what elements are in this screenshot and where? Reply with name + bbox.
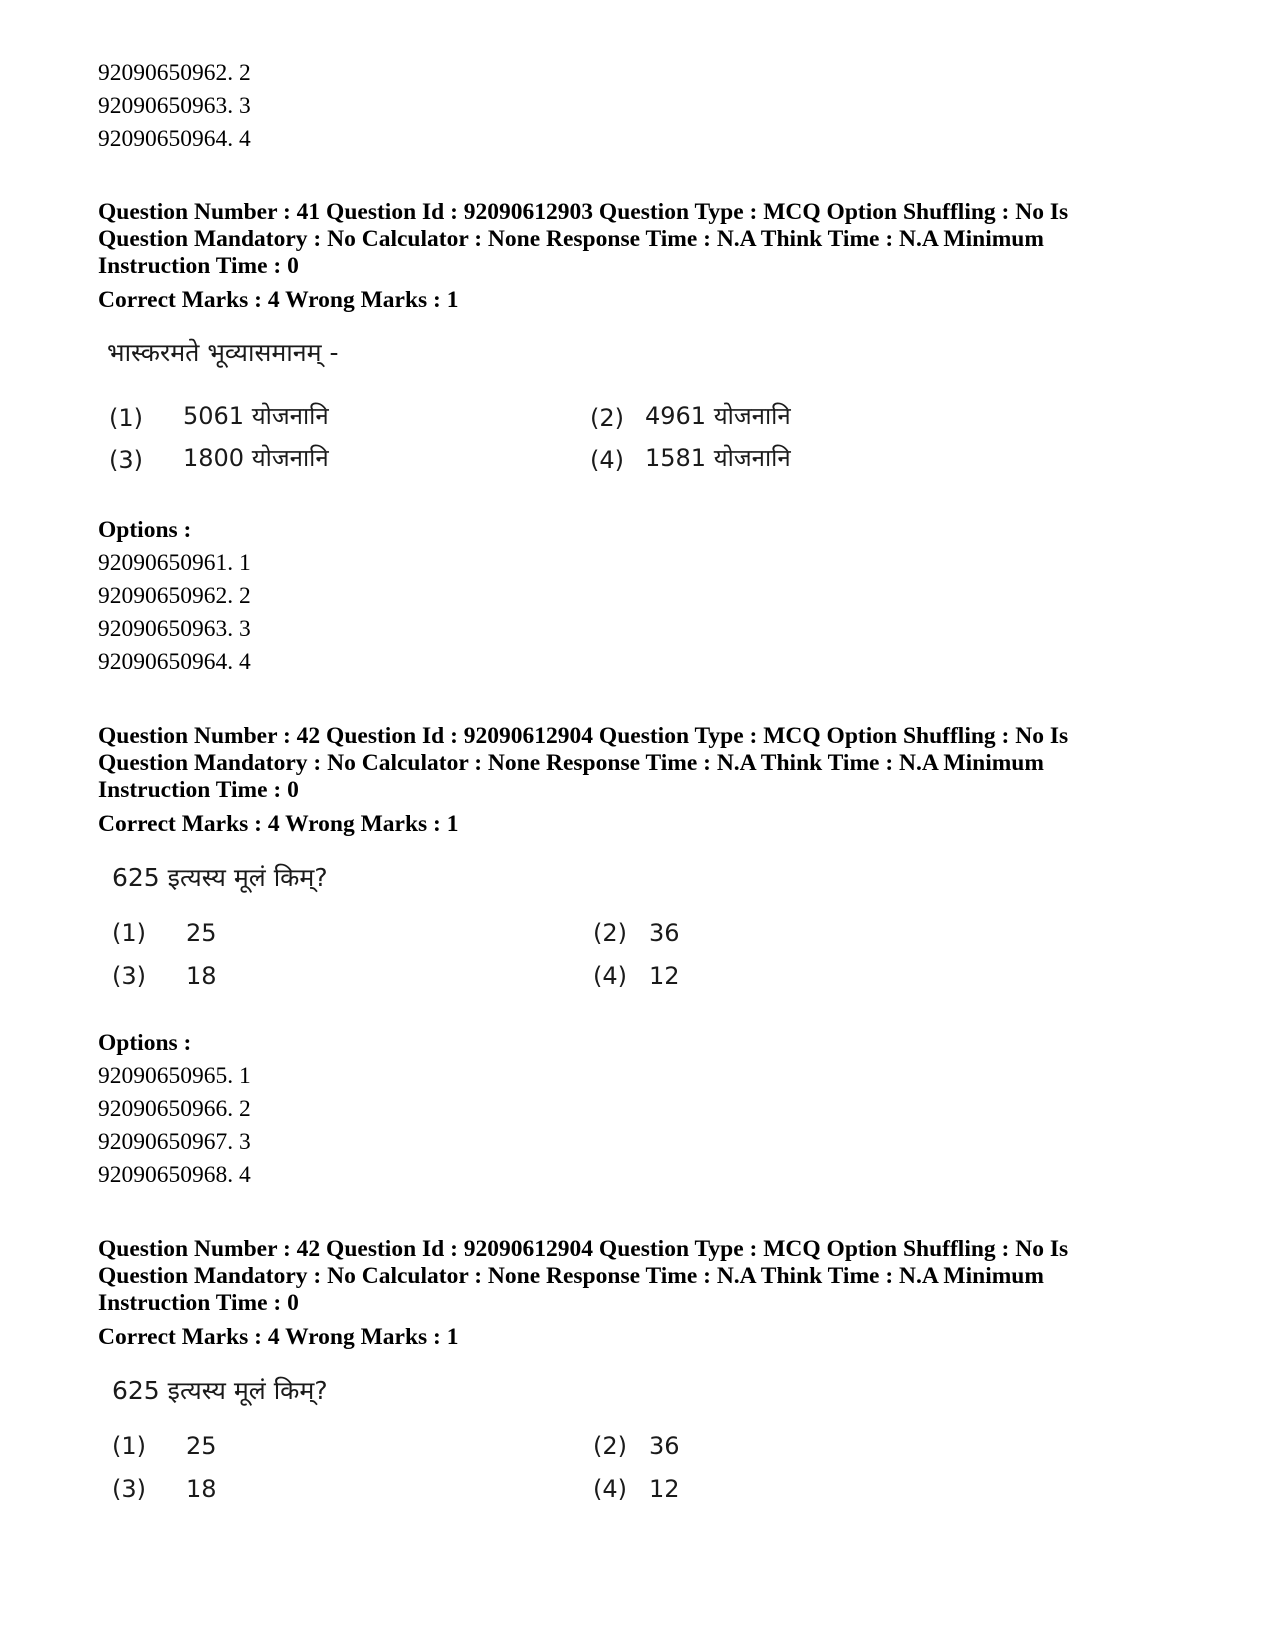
- question-meta-line: Instruction Time : 0: [98, 777, 299, 803]
- question-meta-line: Instruction Time : 0: [98, 253, 299, 279]
- choice-text: 25: [186, 1432, 217, 1460]
- option-line: 92090650968. 4: [98, 1162, 251, 1188]
- choice-text: 25: [186, 919, 217, 947]
- choice-number: (4): [593, 1475, 627, 1503]
- question-meta-line: Question Mandatory : No Calculator : None Response Time : N.A Think Time : N.A Minimum: [98, 750, 1044, 776]
- question-text: 625 इत्यस्य मूलं किम्?: [112, 863, 328, 892]
- choice-text: 18: [186, 962, 217, 990]
- choice-text: 36: [649, 1432, 680, 1460]
- options-label: Options :: [98, 1030, 192, 1056]
- choice-number: (2): [593, 1432, 627, 1460]
- question-meta-line: Question Mandatory : No Calculator : None Response Time : N.A Think Time : N.A Minimum: [98, 1263, 1044, 1289]
- question-text: 625 इत्यस्य मूलं किम्?: [112, 1376, 328, 1405]
- option-line: 92090650962. 2: [98, 60, 251, 86]
- choice-number: (1): [112, 1432, 146, 1460]
- question-meta-line: Instruction Time : 0: [98, 1290, 299, 1316]
- question-meta-line: Question Mandatory : No Calculator : None Response Time : N.A Think Time : N.A Minimum: [98, 226, 1044, 252]
- choice-text: 5061 योजनानि: [183, 402, 329, 430]
- choice-text: 36: [649, 919, 680, 947]
- choice-text: 1800 योजनानि: [183, 444, 329, 472]
- choice-number: (1): [112, 919, 146, 947]
- choice-number: (1): [109, 404, 143, 432]
- marks-line: Correct Marks : 4 Wrong Marks : 1: [98, 287, 459, 313]
- option-line: 92090650966. 2: [98, 1096, 251, 1122]
- choice-text: 4961 योजनानि: [645, 402, 791, 430]
- choice-text: 1581 योजनानि: [645, 444, 791, 472]
- option-line: 92090650965. 1: [98, 1063, 251, 1089]
- choice-number: (2): [593, 919, 627, 947]
- option-line: 92090650963. 3: [98, 93, 251, 119]
- question-meta-line: Question Number : 42 Question Id : 92090612904 Question Type : MCQ Option Shuffling : No Is: [98, 723, 1069, 749]
- option-line: 92090650962. 2: [98, 583, 251, 609]
- options-label: Options :: [98, 517, 192, 543]
- choice-number: (2): [590, 404, 624, 432]
- marks-line: Correct Marks : 4 Wrong Marks : 1: [98, 811, 459, 837]
- option-line: 92090650961. 1: [98, 550, 251, 576]
- option-line: 92090650964. 4: [98, 126, 251, 152]
- choice-text: 18: [186, 1475, 217, 1503]
- choice-text: 12: [649, 962, 680, 990]
- choice-number: (4): [590, 446, 624, 474]
- choice-number: (3): [112, 962, 146, 990]
- choice-text: 12: [649, 1475, 680, 1503]
- choice-number: (3): [109, 446, 143, 474]
- option-line: 92090650964. 4: [98, 649, 251, 675]
- marks-line: Correct Marks : 4 Wrong Marks : 1: [98, 1324, 459, 1350]
- choice-number: (3): [112, 1475, 146, 1503]
- question-text: भास्करमते भूव्यासमानम् -: [107, 338, 339, 367]
- question-meta-line: Question Number : 41 Question Id : 92090612903 Question Type : MCQ Option Shuffling : No Is: [98, 199, 1069, 225]
- question-meta-line: Question Number : 42 Question Id : 92090612904 Question Type : MCQ Option Shuffling : No Is: [98, 1236, 1069, 1262]
- option-line: 92090650963. 3: [98, 616, 251, 642]
- choice-number: (4): [593, 962, 627, 990]
- option-line: 92090650967. 3: [98, 1129, 251, 1155]
